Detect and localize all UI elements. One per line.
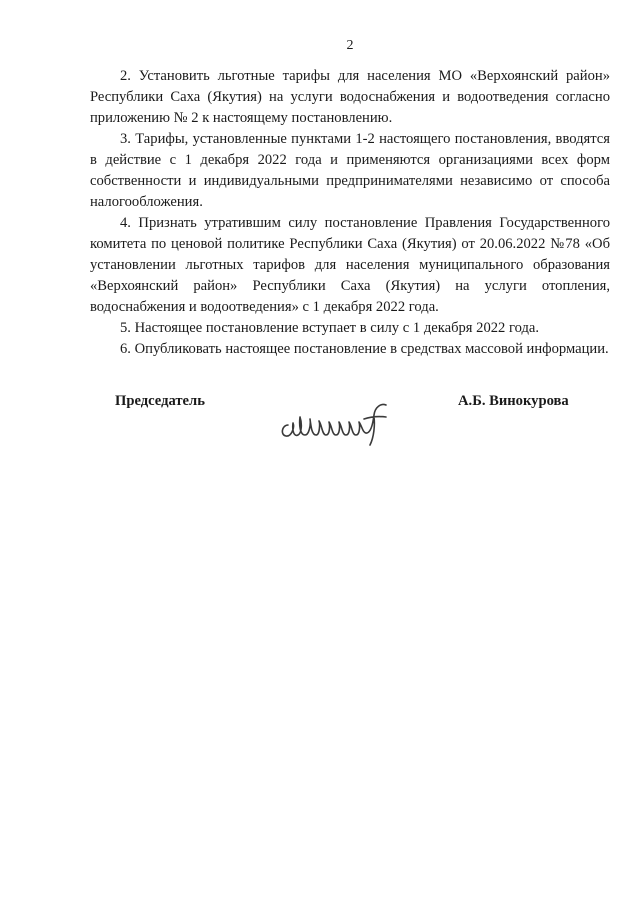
paragraph-4: 4. Признать утратившим силу постановление Правления Государственного комитета по ценовой политике Республики Саха (Якутия) от 20.06.2022 №78 «Об установлении льготных тарифов для населения муниципального образования «Верхоянский район» Республики Саха (Якутия) на услуги отопления, водоснабжения и водоотведения» с 1 декабря 2022 года. [90,215,610,315]
page-number: 2 [346,38,354,53]
paragraph-6: 6. Опубликовать настоящее постановление в средствах массовой информации. [120,341,609,357]
paragraph-2: 2. Установить льготные тарифы для населения МО «Верхоянский район» Республики Саха (Якутия) на услуги водоснабжения и водоотведения согласно приложению № 2 к настоящему постановлению. [90,68,610,126]
paragraph-5: 5. Настоящее постановление вступает в силу с 1 декабря 2022 года. [120,320,540,336]
signatory-title: Председатель [115,393,205,409]
signatory-name: А.Б. Винокурова [458,393,569,409]
document-body [90,66,610,360]
paragraph-3: 3. Тарифы, установленные пунктами 1-2 настоящего постановления, вводятся в действие с 1 декабря 2022 года и применяются организациями всех форм собственности и индивидуальными предпринимателями независимо от способа налогообложения. [90,131,610,210]
signature-block [0,393,640,463]
handwritten-signature-icon [278,395,404,447]
